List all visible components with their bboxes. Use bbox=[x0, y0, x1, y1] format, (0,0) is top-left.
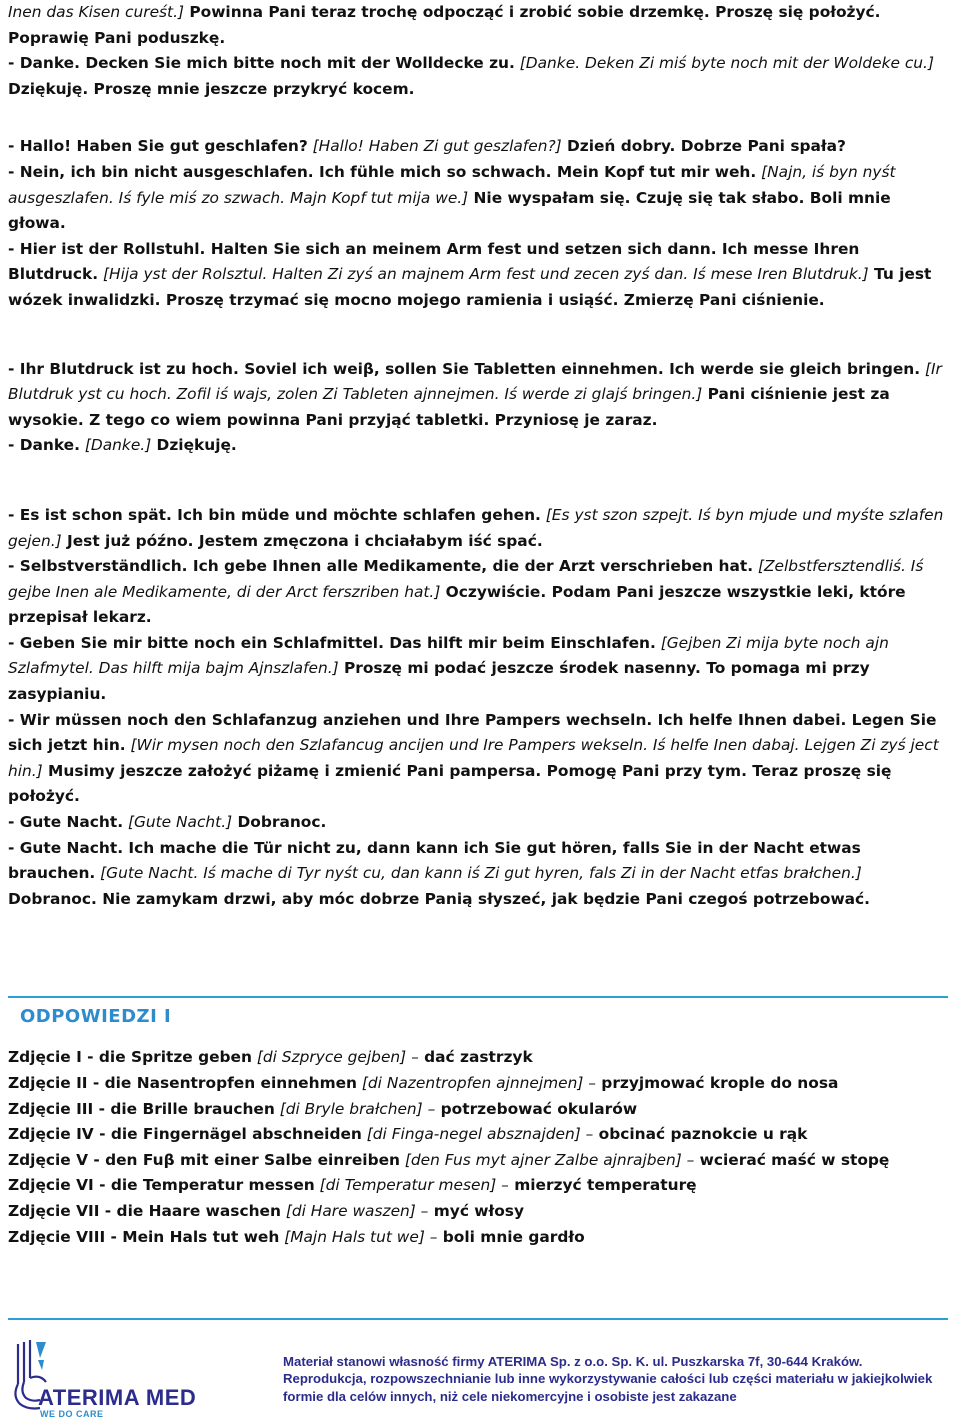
transcription-text: [Gute Nacht.] bbox=[123, 813, 233, 832]
phrase-text: Nie wyspałam się. Czuję się tak słabo. Boli mnie głowa. bbox=[8, 188, 891, 233]
document-page bbox=[8, 0, 948, 1250]
logo-tagline: WE DO CARE bbox=[40, 1409, 104, 1419]
dialog-line bbox=[8, 810, 948, 836]
answers-list bbox=[8, 1045, 948, 1250]
dialog-line bbox=[8, 631, 948, 708]
dialog-line bbox=[8, 51, 948, 102]
phrase-text: - Ihr Blutdruck ist zu hoch. Soviel ich weiβ, sollen Sie Tabletten einnehmen. Ich werde sie gleich bringen. bbox=[8, 359, 921, 378]
transcription-text: [di Hare waszen] – bbox=[280, 1201, 429, 1220]
phrase-text: Tu jest wózek inwalidzki. Proszę trzymać się mocno mojego ramienia i usiąść. Zmierzę Pani ciśnienie. bbox=[8, 265, 932, 309]
transcription-text: [di Bryle brałchen] – bbox=[274, 1099, 436, 1118]
phrase-text: Dziękuję. bbox=[151, 436, 237, 455]
phrase-text: - Danke. bbox=[8, 436, 80, 455]
answer-line bbox=[8, 1173, 948, 1199]
legal-line: formie dla celów innych, niż cele niekomercyjne i osobiste jest zakazane bbox=[283, 1388, 737, 1404]
phrase-text: Zdjęcie VI - die Temperatur messen bbox=[8, 1176, 315, 1195]
phrase-text: mierzyć temperaturę bbox=[508, 1176, 697, 1195]
transcription-text: [di Szpryce gejben] – bbox=[251, 1048, 419, 1067]
transcription-text: [Gejben Zi mija byte noch ajn Szlafmytel. Das hilft mija bajm Ajnszlafen.] bbox=[8, 633, 889, 678]
phrase-text: - Gute Nacht. bbox=[8, 813, 124, 832]
dialog-block-2 bbox=[8, 134, 948, 313]
phrase-text: potrzebować okularów bbox=[435, 1099, 638, 1118]
transcription-text: [Gute Nacht. Iś mache di Tyr nyśt cu, dan kann iś Zi gut hyren, fals Zi in der Nacht etfas brałchen.] bbox=[95, 864, 862, 883]
transcription-text: [Danke. Deken Zi miś byte noch mit der Woldeke cu.] bbox=[514, 54, 934, 73]
answer-line bbox=[8, 1122, 948, 1148]
phrase-text: Zdjęcie IV - die Fingernägel abschneiden bbox=[8, 1125, 362, 1144]
legal-line: Reprodukcja, rozpowszechnianie lub inne wykorzystywanie całości lub części materiału w jakiejkolwiek bbox=[283, 1371, 933, 1387]
answer-line bbox=[8, 1071, 948, 1097]
transcription-text: [Zelbstfersztendliś. Iś gejbe Inen ale Medikamente, di der Arct ferszriben hat.] bbox=[8, 557, 924, 601]
dialog-line bbox=[8, 836, 948, 913]
phrase-text: - Wir müssen noch den Schlafanzug anziehen und Ihre Pampers wechseln. Ich helfe Ihnen dabei. Legen Sie sich jetzt hin. bbox=[8, 710, 937, 755]
phrase-text: wcierać maść w stopę bbox=[694, 1150, 890, 1169]
phrase-text: Zdjęcie III - die Brille brauchen bbox=[8, 1099, 275, 1118]
phrase-text: obcinać paznokcie u rąk bbox=[593, 1125, 808, 1144]
phrase-text: boli mnie gardło bbox=[437, 1227, 585, 1246]
answer-line bbox=[8, 1199, 948, 1225]
dialog-line bbox=[8, 0, 948, 51]
dialog-block-4 bbox=[8, 503, 948, 913]
transcription-text: [di Temperatur mesen] – bbox=[314, 1176, 509, 1195]
phrase-text: dać zastrzyk bbox=[418, 1048, 533, 1067]
dialog-line bbox=[8, 134, 948, 160]
transcription-text: [den Fus myt ajner Zalbe ajnrajben] – bbox=[399, 1150, 695, 1169]
phrase-text: Oczywiście. Podam Pani jeszcze wszystkie leki, które przepisał lekarz. bbox=[8, 582, 906, 627]
phrase-text: myć włosy bbox=[428, 1201, 524, 1220]
transcription-text: [Danke.] bbox=[79, 436, 152, 455]
phrase-text: Jest już późno. Jestem zmęczona i chciałabym iść spać. bbox=[61, 531, 543, 550]
phrase-text: Pani ciśnienie jest za wysokie. Z tego co wiem powinna Pani przyjąć tabletki. Przyniosę je zaraz. bbox=[8, 385, 890, 429]
transcription-text: [Wir mysen noch den Szlafancug ancijen und Ire Pampers wekseln. Iś helfe Inen dabaj. Lejgen Zi zyś ject hin.] bbox=[8, 736, 939, 780]
phrase-text: - Selbstverständlich. Ich gebe Ihnen alle Medikamente, die der Arzt verschrieben hat. bbox=[8, 557, 754, 576]
dialog-line bbox=[8, 237, 948, 314]
dialog-line bbox=[8, 554, 948, 631]
dialog-line bbox=[8, 708, 948, 810]
phrase-text: Zdjęcie VIII - Mein Hals tut weh bbox=[8, 1227, 280, 1246]
logo-wordmark: ATERIMA MED bbox=[38, 1385, 197, 1410]
transcription-text: [Hallo! Haben Zi gut geszlafen?] bbox=[307, 137, 562, 156]
phrase-text: - Geben Sie mir bitte noch ein Schlafmittel. Das hilft mir beim Einschlafen. bbox=[8, 633, 656, 652]
phrase-text: - Danke. Decken Sie mich bitte noch mit der Wolldecke zu. bbox=[8, 54, 515, 73]
phrase-text: Zdjęcie V - den Fuβ mit einer Salbe einreiben bbox=[8, 1150, 400, 1169]
phrase-text: - Es ist schon spät. Ich bin müde und möchte schlafen gehen. bbox=[8, 505, 541, 524]
phrase-text: Zdjęcie I - die Spritze geben bbox=[8, 1048, 252, 1067]
transcription-text: [di Finga-negel absznajden] – bbox=[361, 1125, 594, 1144]
phrase-text: Zdjęcie II - die Nasentropfen einnehmen bbox=[8, 1074, 357, 1092]
phrase-text: Dziękuję. Proszę mnie jeszcze przykryć kocem. bbox=[8, 79, 415, 98]
phrase-text: Dzień dobry. Dobrze Pani spała? bbox=[561, 137, 846, 156]
transcription-text: [Hija yst der Rolsztul. Halten Zi zyś an majnem Arm fest und zecen zyś dan. Iś mese Iren Blutdruk.] bbox=[98, 265, 869, 284]
dialog-block-1 bbox=[8, 0, 948, 102]
phrase-text: Zdjęcie VII - die Haare waschen bbox=[8, 1201, 281, 1220]
transcription-text: Inen das Kisen cureśt.] bbox=[8, 3, 184, 21]
legal-line: Materiał stanowi własność firmy ATERIMA Sp. z o.o. Sp. K. ul. Puszkarska 7f, 30-644 Kraków. bbox=[283, 1354, 863, 1369]
phrase-text: - Nein, ich bin nicht ausgeschlafen. Ich fühle mich so schwach. Mein Kopf tut mir weh. bbox=[8, 162, 757, 181]
answer-line bbox=[8, 1225, 948, 1251]
phrase-text: Powinna Pani teraz trochę odpocząć i zrobić sobie drzemkę. Proszę się położyć. Poprawię Pani poduszkę. bbox=[8, 3, 881, 47]
phrase-text: Musimy jeszcze założyć piżamę i zmienić Pani pampersa. Pomogę Pani przy tym. Teraz proszę się położyć. bbox=[8, 761, 892, 806]
dialog-line bbox=[8, 433, 948, 459]
phrase-text: Dobranoc. Nie zamykam drzwi, aby móc dobrze Panią słyszeć, jak będzie Pani czegoś potrzebować. bbox=[8, 889, 871, 908]
answers-section-header bbox=[8, 996, 948, 1027]
phrase-text: - Hallo! Haben Sie gut geschlafen? bbox=[8, 137, 308, 156]
dialog-line bbox=[8, 357, 948, 434]
transcription-text: [di Nazentropfen ajnnejmen] – bbox=[357, 1074, 596, 1092]
section-title: ODPOWIEDZI I bbox=[20, 1006, 172, 1028]
phrase-text: - Hier ist der Rollstuhl. Halten Sie sich an meinem Arm fest und setzen sich dann. Ich messe Ihren Blutdruck. bbox=[8, 239, 860, 284]
answer-line bbox=[8, 1148, 948, 1174]
phrase-text: - Gute Nacht. Ich mache die Tür nicht zu, dann kann ich Sie gut hören, falls Sie in der Nacht etwas brauchen. bbox=[8, 838, 861, 883]
footer-divider bbox=[8, 1318, 948, 1320]
answer-line bbox=[8, 1097, 948, 1123]
transcription-text: [Es yst szon szpejt. Iś byn mjude und myśte szlafen gejen.] bbox=[8, 505, 944, 550]
phrase-text: przyjmować krople do nosa bbox=[595, 1074, 839, 1092]
dialog-line bbox=[8, 503, 948, 554]
transcription-text: [Najn, iś byn nyśt ausgeszlafen. Iś fyle miś zo szwach. Majn Kopf tut mija we.] bbox=[8, 162, 896, 207]
dialog-line bbox=[8, 160, 948, 237]
legal-notice bbox=[283, 1353, 955, 1405]
answer-line bbox=[8, 1045, 948, 1071]
phrase-text: Dobranoc. bbox=[232, 813, 327, 832]
transcription-text: [Majn Hals tut we] – bbox=[279, 1227, 438, 1246]
phrase-text: Proszę mi podać jeszcze środek nasenny. To pomaga mi przy zasypianiu. bbox=[8, 659, 870, 704]
dialog-block-3 bbox=[8, 357, 948, 459]
transcription-text: [Ir Blutdruk yst cu hoch. Zofil iś wajs, zolen Zi Tableten ajnnejmen. Iś werde zi glajś bringen.] bbox=[8, 359, 942, 404]
